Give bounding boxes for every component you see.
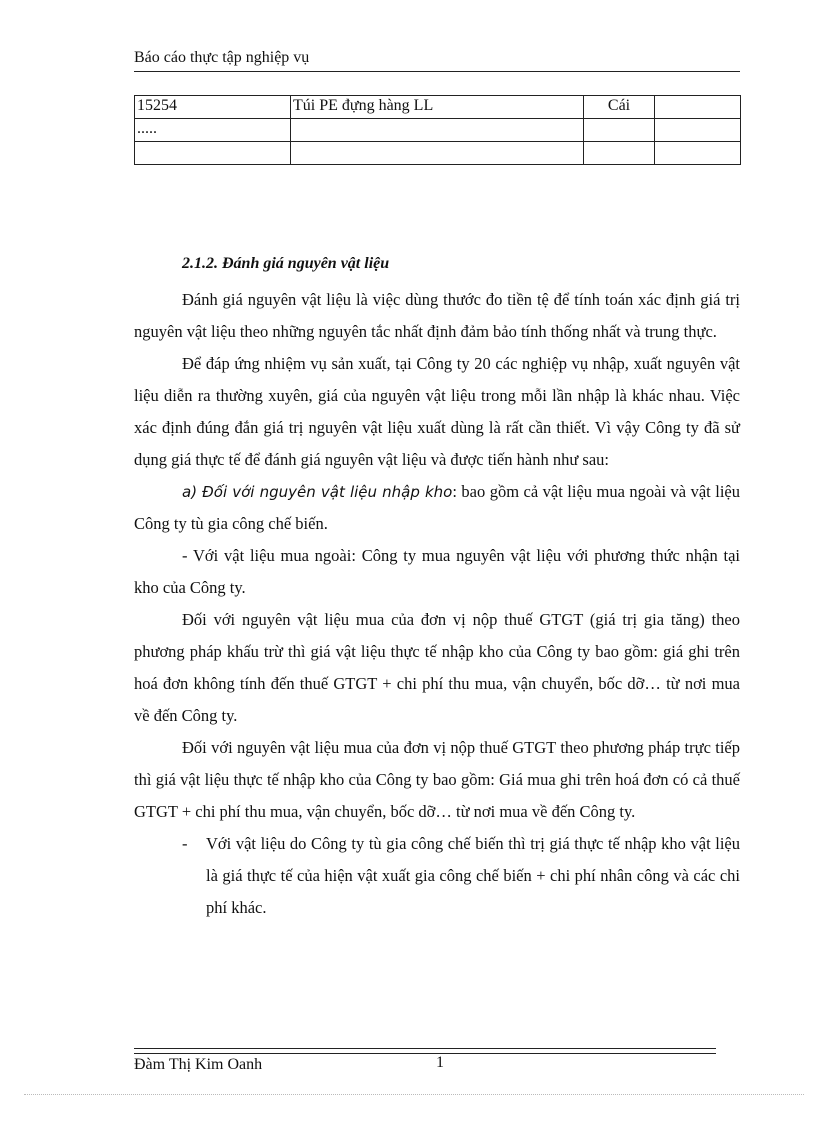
italic-subheading: a) Đối với nguyên vật liệu nhập kho (182, 483, 453, 501)
table-row (135, 96, 741, 119)
page-number: 1 (436, 1054, 444, 1071)
page-header (134, 49, 740, 72)
paragraph (134, 476, 740, 540)
table-cell (291, 119, 584, 142)
body-text (134, 284, 740, 924)
bullet-dash: - (182, 834, 188, 853)
table-cell (291, 142, 584, 165)
table-cell: Túi PE đựng hàng LL (291, 96, 584, 119)
table-cell: Cái (584, 96, 655, 119)
section-heading: 2.1.2. Đánh giá nguyên vật liệu (182, 255, 390, 272)
table-cell (655, 119, 741, 142)
paragraph: Đối với nguyên vật liệu mua của đơn vị nộp thuế GTGT (giá trị gia tăng) theo phương pháp khấu trừ thì giá vật liệu thực tế nhập kho của Công ty bao gồm: giá ghi trên hoá đơn không tính đến thuế GTGT + chi phí thu mua, vận chuyển, bốc dỡ… từ nơi mua về đến Công ty. (134, 610, 740, 725)
paragraph: Để đáp ứng nhiệm vụ sản xuất, tại Công ty 20 các nghiệp vụ nhập, xuất nguyên vật liệu diễn ra thường xuyên, giá của nguyên vật liệu trong mỗi lần nhập là khác nhau. Việc xác định đúng đắn giá trị nguyên vật liệu xuất dùng là rất cần thiết. Vì vậy Công ty đã sử dụng giá thực tế để đánh giá nguyên vật liệu và được tiến hành như sau: (134, 354, 740, 469)
paragraph-rest: : bao gồm cả vật liệu mua ngoài và vật liệu Công ty tù gia công chế biến. (134, 482, 740, 533)
paragraph: Đối với nguyên vật liệu mua của đơn vị nộp thuế GTGT theo phương pháp trực tiếp thì giá vật liệu thực tế nhập kho của Công ty bao gồm: Giá mua ghi trên hoá đơn có cả thuế GTGT + chi phí thu mua, vận chuyển, bốc dỡ… từ nơi mua về đến Công ty. (134, 738, 740, 821)
footer-divider (134, 1048, 716, 1054)
header-title: Báo cáo thực tập nghiệp vụ (134, 49, 310, 66)
table-row (135, 119, 741, 142)
materials-table (134, 95, 741, 165)
paragraph: - Với vật liệu mua ngoài: Công ty mua nguyên vật liệu với phương thức nhận tại kho của Công ty. (134, 546, 740, 597)
table-cell (584, 142, 655, 165)
paragraph: Đánh giá nguyên vật liệu là việc dùng thước đo tiền tệ để tính toán xác định giá trị nguyên vật liệu theo những nguyên tắc nhất định đảm bảo tính thống nhất và trung thực. (134, 290, 740, 341)
table-cell (655, 142, 741, 165)
table-cell: ..... (135, 119, 291, 142)
table-cell: 15254 (135, 96, 291, 119)
table-cell (655, 96, 741, 119)
bullet-item (134, 828, 740, 924)
footer-author: Đàm Thị Kim Oanh (134, 1056, 263, 1073)
bullet-text: Với vật liệu do Công ty tù gia công chế biến thì trị giá thực tế nhập kho vật liệu là giá thực tế của hiện vật xuất gia công chế biến + chi phí nhân công và các chi phí khác. (206, 834, 740, 917)
page-edge-divider (24, 1094, 804, 1095)
table-cell (135, 142, 291, 165)
table-row (135, 142, 741, 165)
table-cell (584, 119, 655, 142)
